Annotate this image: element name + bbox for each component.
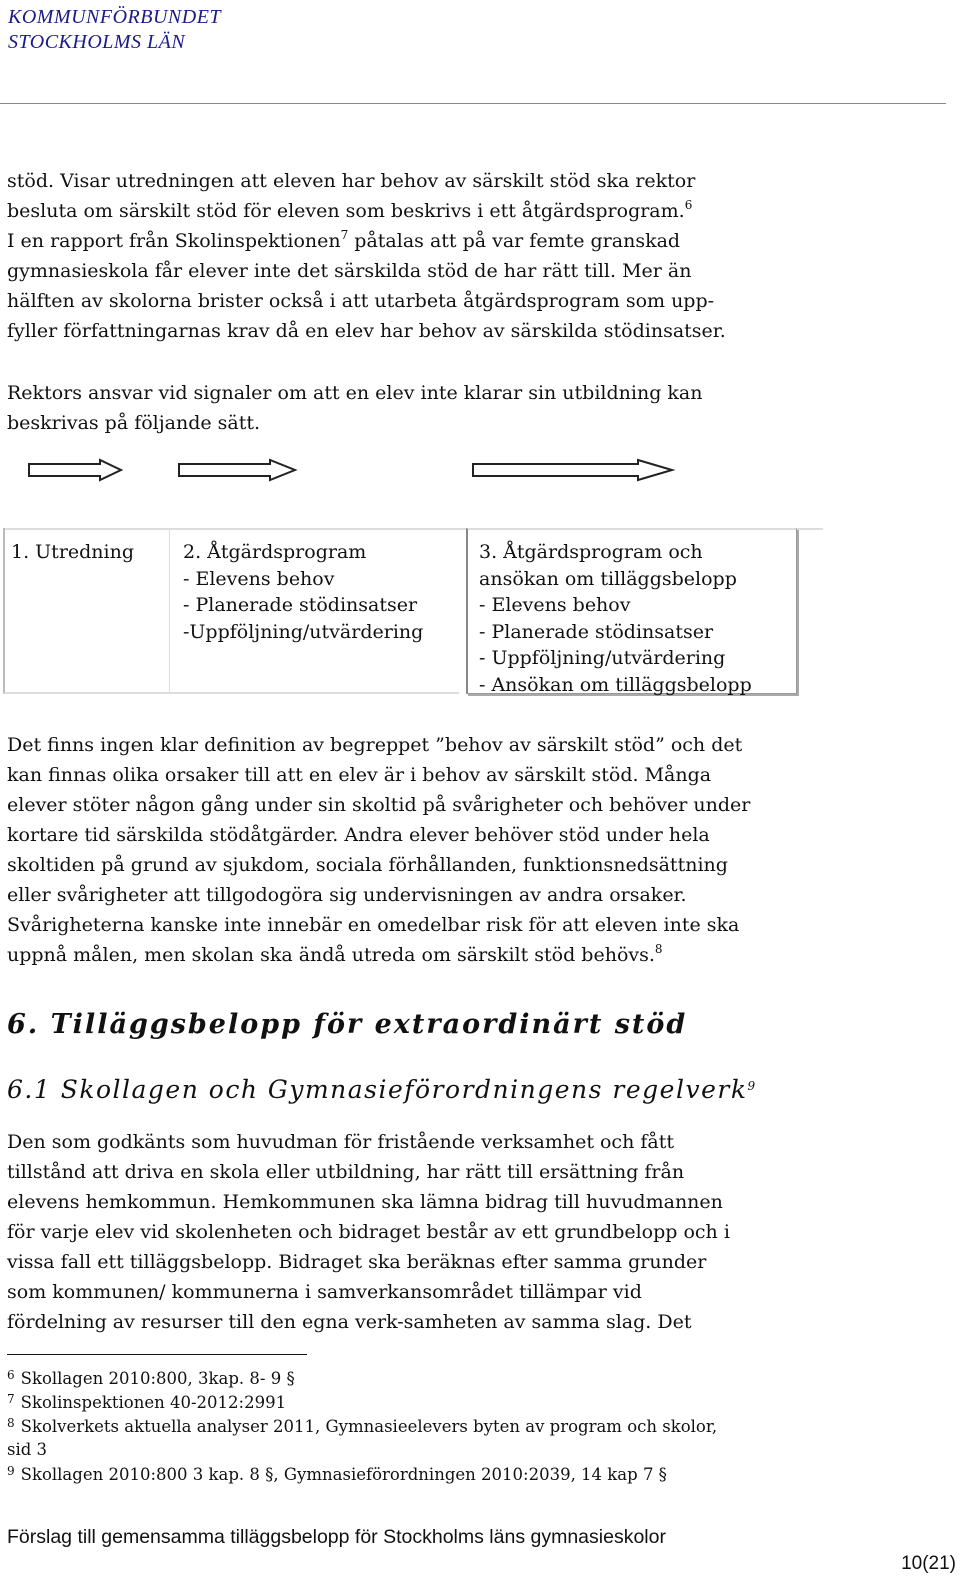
text-span: påtalas att på var femte granskad bbox=[348, 230, 681, 252]
process-arrow-1 bbox=[28, 456, 124, 484]
text-line: fyller författningarnas krav då en elev har behov av särskilda stödinsatser. bbox=[7, 320, 726, 342]
text-line: för varje elev vid skolenheten och bidraget består av ett grundbelopp och i bbox=[7, 1221, 730, 1243]
footnote-separator bbox=[7, 1354, 307, 1355]
footnote-9 bbox=[7, 1464, 827, 1486]
subsection-heading-6-1 bbox=[7, 1075, 757, 1104]
step-item: - Elevens behov bbox=[183, 567, 335, 590]
footnote-text: Skollagen 2010:800 3 kap. 8 §, Gymnasieförordningen 2010:2039, 14 kap 7 § bbox=[20, 1465, 667, 1484]
header-rule bbox=[0, 103, 946, 104]
process-table bbox=[3, 528, 831, 704]
text-span: uppnå målen, men skolan ska ändå utreda om särskilt stöd behövs. bbox=[7, 944, 655, 966]
heading-text: 6.1 Skollagen och Gymnasieförordningens regelverk bbox=[7, 1075, 748, 1104]
footnote-number: 9 bbox=[7, 1464, 15, 1478]
text-line: kortare tid särskilda stödåtgärder. Andra elever behöver stöd under hela bbox=[7, 824, 710, 846]
paragraph-4 bbox=[7, 1127, 797, 1337]
text-line: kan finnas olika orsaker till att en elev är i behov av särskilt stöd. Många bbox=[7, 764, 712, 786]
paragraph-1 bbox=[7, 166, 797, 346]
step-item: - Planerade stödinsatser bbox=[479, 620, 714, 643]
organization-name bbox=[8, 5, 221, 55]
step-title: ansökan om tilläggsbelopp bbox=[479, 567, 737, 590]
paragraph-2 bbox=[7, 378, 797, 438]
text-span: I en rapport från Skolinspektionen bbox=[7, 230, 341, 252]
footnote-7 bbox=[7, 1392, 827, 1414]
paragraph-3 bbox=[7, 730, 797, 970]
step-atgardsprogram-ansokan bbox=[466, 528, 797, 694]
footnote-ref-7: 7 bbox=[340, 228, 349, 242]
step-item: - Planerade stödinsatser bbox=[183, 594, 418, 616]
footer-title: Förslag till gemensamma tilläggsbelopp för Stockholms läns gymnasieskolor bbox=[7, 1526, 666, 1548]
text-line: som kommunen/ kommunerna i samverkansområdet tillämpar vid bbox=[7, 1281, 642, 1303]
text-line: hälften av skolorna brister också i att utarbeta åtgärdsprogram som upp- bbox=[7, 290, 715, 312]
text-line: Rektors ansvar vid signaler om att en elev inte klarar sin utbildning kan bbox=[7, 382, 703, 404]
text-line: gymnasieskola får elever inte det särskilda stöd de har rätt till. Mer än bbox=[7, 260, 692, 282]
text-span: besluta om särskilt stöd för eleven som beskrivs i ett åtgärdsprogram. bbox=[7, 200, 685, 222]
footnote-ref-6: 6 bbox=[684, 198, 693, 212]
text-line: tillstånd att driva en skola eller utbildning, har rätt till ersättning från bbox=[7, 1161, 685, 1183]
footnote-text: Skollagen 2010:800, 3kap. 8- 9 § bbox=[20, 1369, 295, 1388]
section-heading-6: 6. Tilläggsbelopp för extraordinärt stöd bbox=[7, 1009, 688, 1040]
footnote-number: 6 bbox=[7, 1368, 15, 1382]
step-item: - Uppföljning/utvärdering bbox=[479, 647, 726, 669]
step-title: 1. Utredning bbox=[11, 541, 135, 563]
step-title: 2. Åtgärdsprogram bbox=[183, 541, 367, 563]
org-line-1: KOMMUNFÖRBUNDET bbox=[8, 6, 222, 28]
footnote-text: Skolinspektionen 40-2012:2991 bbox=[20, 1393, 287, 1412]
footnote-6 bbox=[7, 1368, 827, 1390]
step-item: - Ansökan om tilläggsbelopp bbox=[479, 673, 752, 696]
text-line bbox=[7, 196, 797, 226]
process-arrow-3 bbox=[472, 456, 676, 484]
text-line: vissa fall ett tilläggsbelopp. Bidraget ska beräknas efter samma grunder bbox=[7, 1251, 707, 1273]
step-utredning bbox=[3, 528, 169, 694]
footnote-number: 8 bbox=[7, 1416, 15, 1430]
text-line bbox=[7, 940, 797, 970]
text-line: elever stöter någon gång under sin skoltid på svårigheter och behöver under bbox=[7, 794, 751, 816]
process-arrow-2 bbox=[178, 456, 298, 484]
text-line: Det finns ingen klar definition av begreppet ”behov av särskilt stöd” och det bbox=[7, 734, 743, 756]
text-line: fördelning av resurser till den egna verk-samheten av samma slag. Det bbox=[7, 1311, 692, 1333]
text-line: elevens hemkommun. Hemkommunen ska lämna bidrag till huvudmannen bbox=[7, 1191, 723, 1213]
footnote-ref-9: 9 bbox=[747, 1079, 757, 1093]
text-line: Svårigheterna kanske inte innebär en omedelbar risk för att eleven inte ska bbox=[7, 914, 740, 936]
text-line: Den som godkänts som huvudman för fristående verksamhet och fått bbox=[7, 1131, 674, 1153]
footnote-number: 7 bbox=[7, 1392, 15, 1406]
org-line-2: STOCKHOLMS LÄN bbox=[8, 31, 186, 53]
step-atgardsprogram bbox=[169, 528, 459, 694]
text-line: beskrivas på följande sätt. bbox=[7, 412, 261, 434]
footnote-ref-8: 8 bbox=[654, 942, 663, 956]
step-item: - Elevens behov bbox=[479, 594, 631, 616]
step-title: 3. Åtgärdsprogram och bbox=[479, 541, 703, 563]
text-line: skoltiden på grund av sjukdom, sociala förhållanden, funktionsnedsättning bbox=[7, 854, 728, 876]
step-item: -Uppföljning/utvärdering bbox=[183, 620, 424, 643]
footnote-text: Skolverkets aktuella analyser 2011, Gymnasieelevers byten av program och skolor, bbox=[20, 1417, 718, 1436]
text-line: eller svårigheter att tillgodogöra sig undervisningen av andra orsaker. bbox=[7, 884, 687, 906]
page-number: 10(21) bbox=[901, 1553, 956, 1574]
text-line: stöd. Visar utredningen att eleven har behov av särskilt stöd ska rektor bbox=[7, 170, 696, 192]
footnote-8 bbox=[7, 1416, 827, 1438]
text-line bbox=[7, 226, 797, 256]
footnote-8-cont: sid 3 bbox=[7, 1440, 48, 1459]
